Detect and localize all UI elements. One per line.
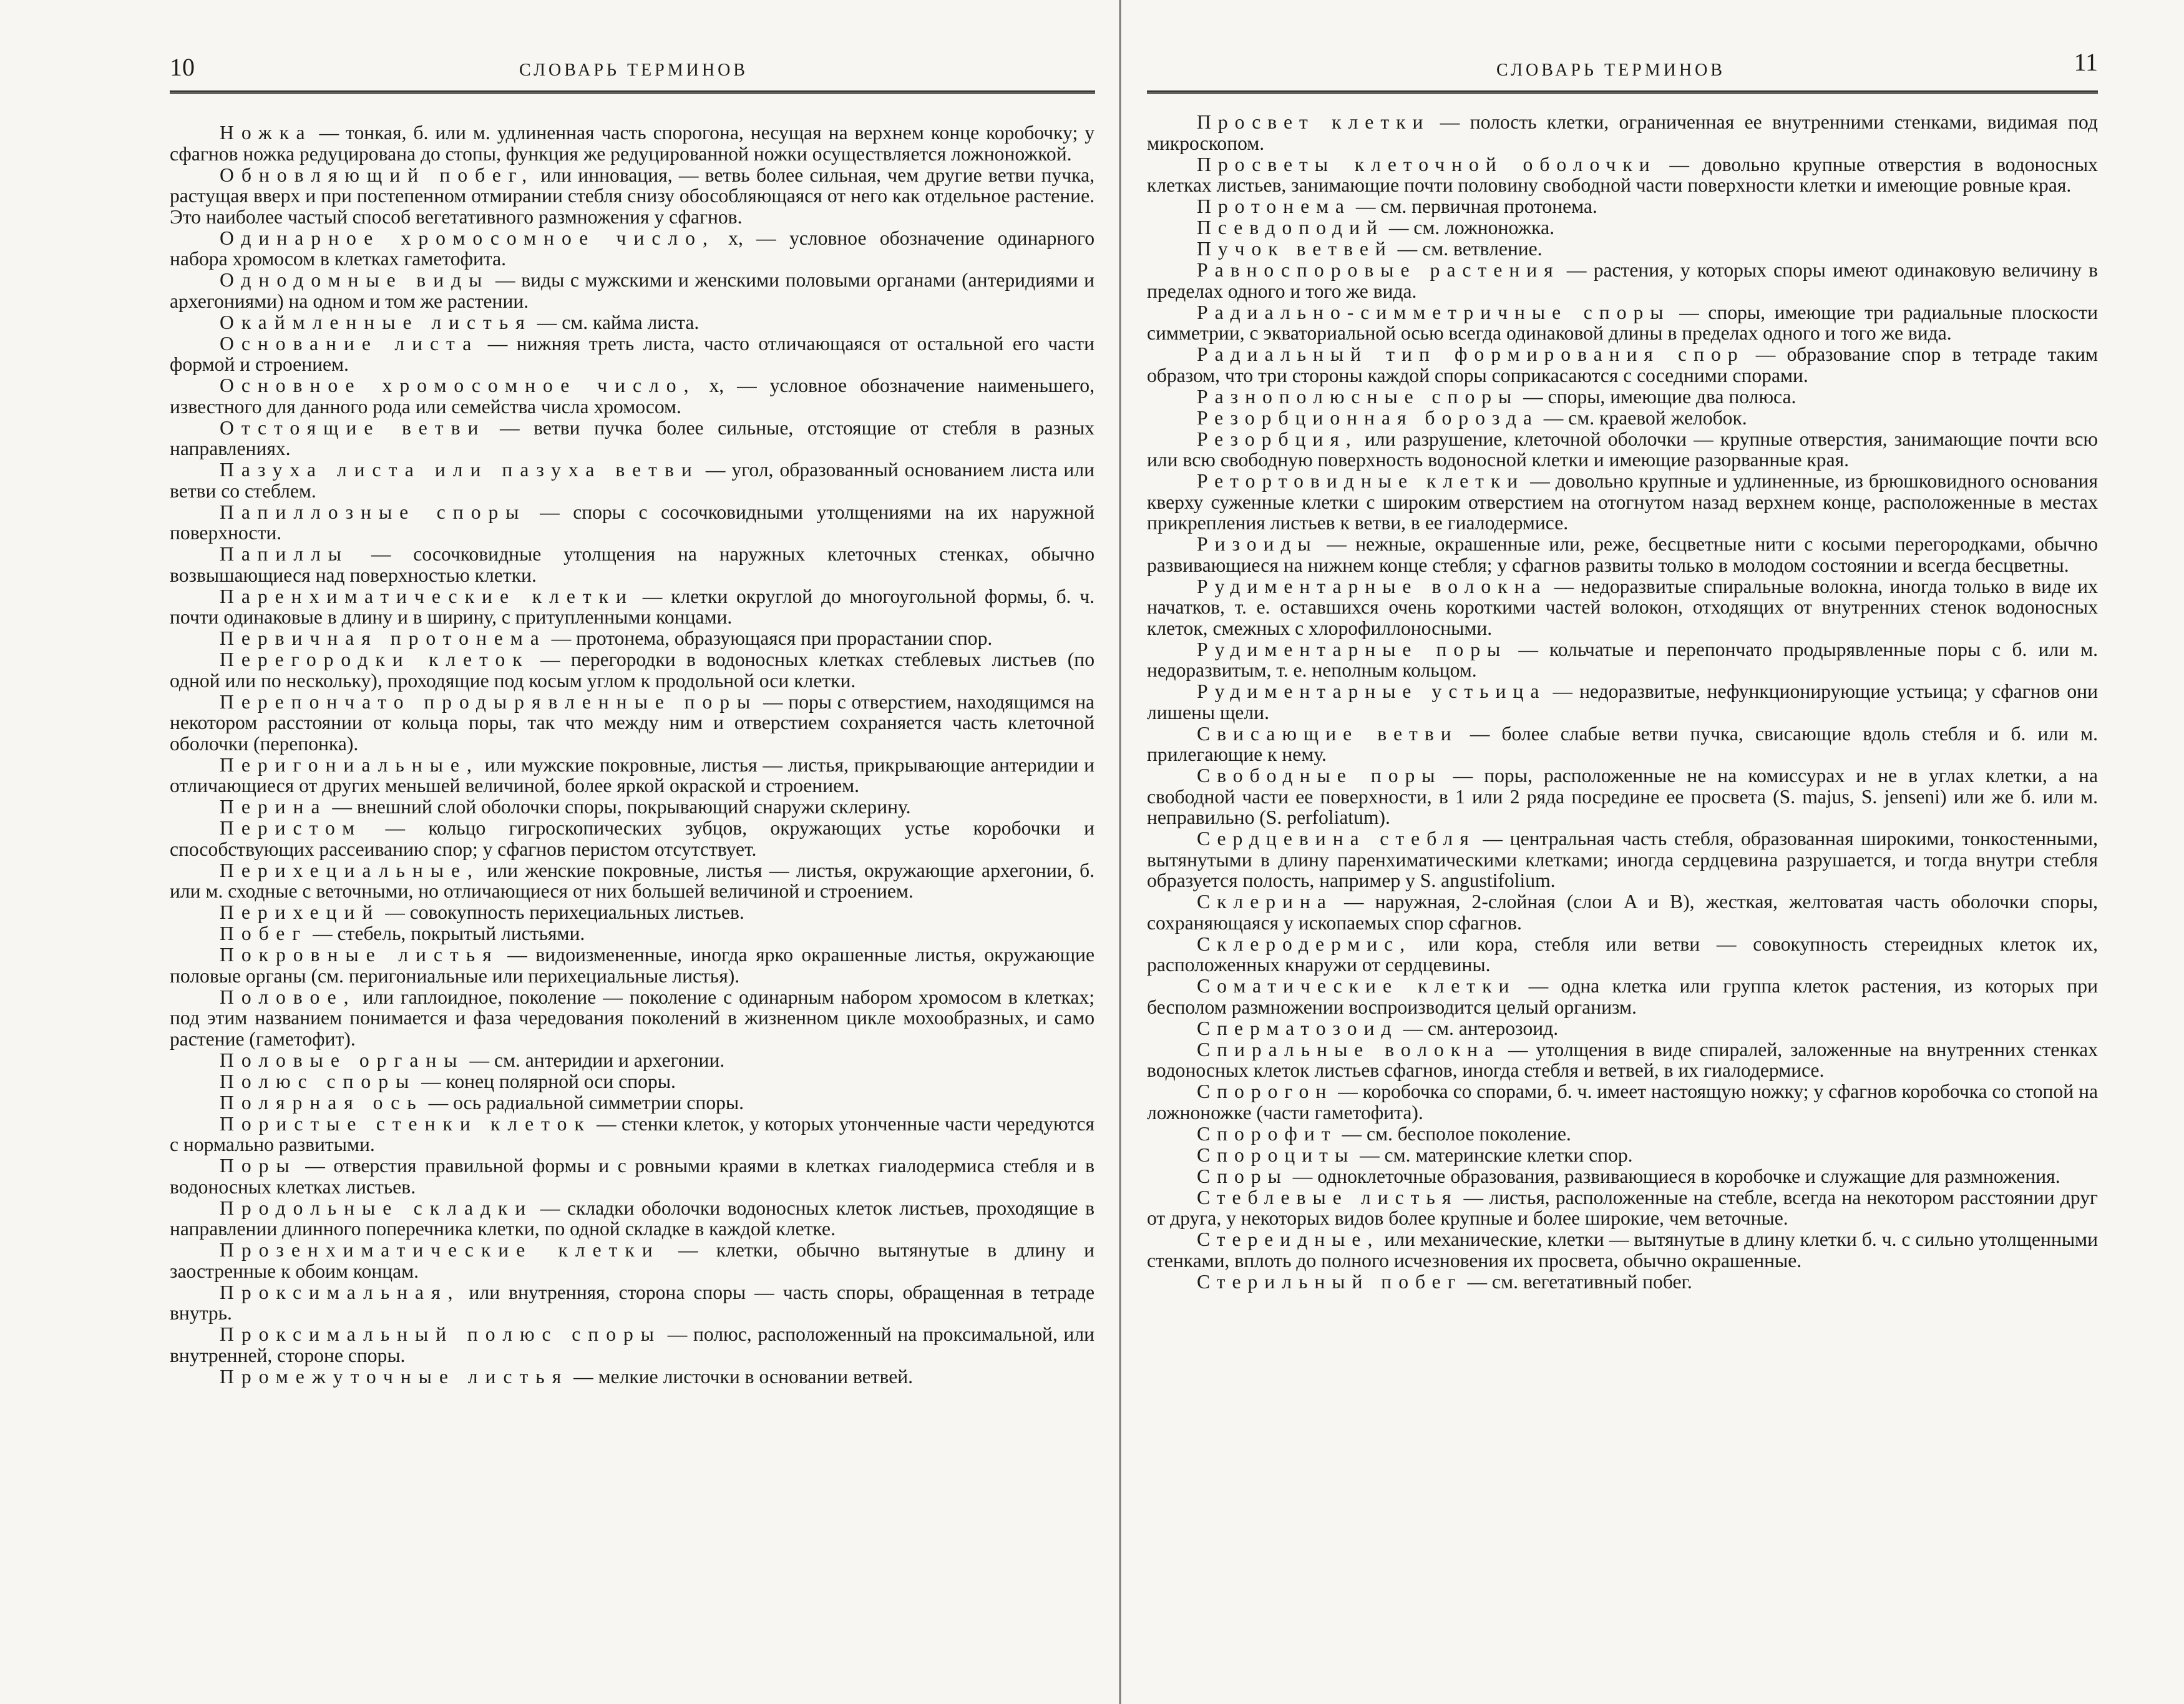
glossary-entry (170, 586, 1094, 628)
glossary-definition: — см. антеридии и архегонии. (464, 1049, 725, 1071)
glossary-definition: — см. ветвление. (1392, 238, 1543, 260)
glossary-entry (1147, 154, 2098, 196)
glossary-definition: — см. материнские клетки спор. (1355, 1143, 1633, 1166)
glossary-definition: — протонема, образующаяся при прорастании спор. (546, 627, 993, 649)
glossary-term: Склерина (1197, 891, 1333, 913)
glossary-definition: — видоизмененные, иногда ярко окрашенные листья, окружающие половые органы (см. перигониальные или перихециальные листья). (170, 944, 1094, 987)
glossary-entry (1147, 1229, 2098, 1271)
glossary-entry (170, 270, 1094, 311)
glossary-definition: — мелкие листочки в основании ветвей. (568, 1365, 914, 1388)
glossary-term: Прозенхиматические клетки (220, 1239, 660, 1261)
glossary-entry (170, 923, 1094, 944)
glossary-entry (1147, 471, 2098, 534)
glossary-term: Свободные поры (1197, 765, 1442, 786)
glossary-term: Перина (220, 796, 328, 818)
glossary-term: Покровные листья (220, 944, 499, 966)
glossary-term: Проксимальная, (220, 1281, 461, 1303)
glossary-entry (1147, 196, 2098, 217)
glossary-definition: или инновация, — ветвь более сильная, чем другие ветви пучка, растущая вверх и при постепенном отмирании стебля снизу обособляющаяся от него как отдельное растение. Это наиболее частый способ вегетативного размножения у сфагнов. (170, 164, 1095, 228)
glossary-term: Пористые стенки клеток (220, 1112, 592, 1135)
glossary-definition: — споры, имеющие два полюса. (1518, 385, 1796, 408)
glossary-entry (170, 418, 1094, 459)
glossary-definition: — недоразвитые спиральные волокна, иногда только в виде их начатков, т. е. оставшихся очень короткими частей волокон, отходящих от внутренних стенок водоносных клеток, смежных с хлорофиллоносными. (1147, 575, 2099, 639)
glossary-definition: — более слабые ветви пучка, свисающие вдоль стебля и б. или м. прилегающие к нему. (1147, 722, 2098, 765)
glossary-entry (170, 944, 1094, 986)
glossary-entry (1147, 260, 2098, 301)
glossary-entry (1147, 1124, 2098, 1145)
glossary-entry (170, 1366, 1094, 1388)
glossary-term: Склеродермис, (1197, 933, 1412, 955)
glossary-entry (1147, 217, 2098, 238)
glossary-term: Спиральные волокна (1197, 1038, 1501, 1060)
glossary-definition: — утолщения в виде спиралей, заложенные на внутренних стенках водоносных клеток листьев сфагнов, иногда стебля и ветвей, в их гиалодермисе. (1147, 1038, 2098, 1081)
glossary-entry (1147, 934, 2098, 976)
glossary-term: Просветы клеточной оболочки (1197, 153, 1657, 175)
glossary-entry (170, 1071, 1094, 1092)
running-title: СЛОВАРЬ ТЕРМИНОВ (1496, 61, 1725, 80)
glossary-definition: — поры, расположенные не на комиссурах и не в углах клетки, а на свободной части ее поверхности, в 1 или 2 ряда посредине ее просвета (S. majus, S. jenseni) или же б. или м. неправильно (S. perfoliatum). (1147, 765, 2098, 828)
glossary-term: Ножка (220, 122, 313, 144)
glossary-entry (170, 544, 1094, 585)
glossary-term: Спороциты (1197, 1143, 1355, 1166)
glossary-definition: — клетки округлой до многоугольной формы, б. ч. почти одинаковые в длину и в ширину, с притупленными концами. (170, 585, 1094, 628)
glossary-definition: x, — условное обозначение наименьшего, известного для данного рода или семейства числа хромосом. (170, 375, 1094, 418)
glossary-term: Рудиментарные волокна (1197, 575, 1548, 597)
glossary-term: Просвет клетки (1197, 111, 1430, 133)
glossary-definition: — клетки, обычно вытянутые в длину и заостренные к обоим концам. (170, 1239, 1094, 1282)
glossary-definition: — угол, образованный основанием листа или ветви со стеблем. (170, 459, 1094, 502)
glossary-entry (1147, 639, 2098, 681)
glossary-term: Сердцевина стебля (1197, 828, 1476, 850)
glossary-definition: или кора, стебля или ветви — совокупность стереидных клеток их, расположенных кнаружи от сердцевины. (1147, 933, 2098, 976)
glossary-entry (1147, 765, 2098, 828)
glossary-term: Резорбционная борозда (1197, 406, 1539, 429)
page-number: 10 (170, 53, 195, 81)
glossary-term: Пучок ветвей (1197, 238, 1393, 260)
glossary-term: Половые органы (220, 1049, 465, 1071)
glossary-definition: или внутренняя, сторона споры — часть споры, обращенная в тетраде внутрь. (170, 1281, 1094, 1324)
glossary-definition: — конец полярной оси споры. (416, 1070, 676, 1092)
glossary-entry (1147, 238, 2098, 260)
glossary-term: Однодомные виды (220, 269, 490, 291)
glossary-entry (170, 649, 1094, 691)
glossary-term: Окаймленные листья (220, 311, 532, 333)
glossary-entry (170, 312, 1094, 333)
glossary-entry (170, 333, 1094, 375)
page-number: 11 (2074, 48, 2098, 76)
glossary-term: Продольные складки (220, 1197, 534, 1219)
glossary-entry (170, 502, 1094, 544)
glossary-definition: — складки оболочки водоносных клеток листьев, проходящие в направлении длинного поперечника клетки, по одной складке в каждой клетке. (170, 1197, 1094, 1240)
glossary-definition: — довольно крупные и удлиненные, из брюшковидного основания кверху суженные клетки с широким отверстием на отогнутом назад верхнем конце, расположенные в местах прикрепления листьев к ветви, в ее гиалодермисе. (1147, 470, 2098, 534)
glossary-entry (170, 628, 1094, 649)
glossary-entry (170, 755, 1094, 796)
glossary-term: Побег (220, 923, 308, 944)
glossary-term: Спорогон (1197, 1080, 1333, 1102)
glossary-term: Перистом (220, 817, 363, 839)
glossary-definition: — см. бесполое поколение. (1337, 1122, 1571, 1145)
glossary-definition: — растения, у которых споры имеют одинаковую величину в пределах одного и того же вида. (1147, 259, 2098, 302)
glossary-entry (170, 1114, 1094, 1155)
glossary-entry (1147, 976, 2098, 1017)
glossary-definition: — кольчатые и перепончато продырявленные поры с б. или м. недоразвитым, т. е. неполным кольцом. (1147, 638, 2098, 681)
glossary-definition: — отверстия правильной формы и с ровными краями в клетках гиалодермиса стебля и в водоносных клетках листьев. (170, 1155, 1094, 1198)
glossary-entry (1147, 429, 2098, 471)
glossary-definition: — стебель, покрытый листьями. (308, 923, 585, 944)
glossary-definition: — перегородки в водоносных клетках стеблевых листьев (по одной или по нескольку), проходящие под косым углом к продольной оси клетки. (170, 649, 1095, 692)
glossary-definition: — коробочка со спорами, б. ч. имеет настоящую ножку; у сфагнов коробочка со стопой на ложноножке (части гаметофита). (1147, 1080, 2098, 1124)
glossary-term: Папиллы (220, 543, 349, 565)
glossary-entry (1147, 681, 2098, 723)
glossary-definition: или механические, клетки — вытянутые в длину клетки б. ч. с сильно утолщенными стенками, вплоть до полного исчезновения их просвета, обычно окрашенные. (1147, 1228, 2098, 1271)
glossary-term: Промежуточные листья (220, 1365, 569, 1388)
glossary-entry (1147, 1271, 2098, 1293)
glossary-definition: — см. первичная протонема. (1350, 195, 1597, 217)
glossary-term: Основание листа (220, 332, 479, 355)
glossary-term: Поры (220, 1155, 297, 1177)
glossary-definition: — тонкая, б. или м. удлиненная часть спорогона, несущая на верхнем конце коробочку; у сфагнов ножка редуцирована до стопы, функция же редуцированной ножки осуществляется ложноножкой. (170, 122, 1094, 165)
glossary-entry (1147, 1187, 2098, 1229)
glossary-term: Ризоиды (1197, 533, 1318, 555)
glossary-term: Радиальный тип формирования спор (1197, 343, 1745, 365)
glossary-entry (170, 987, 1094, 1050)
glossary-entry (1147, 386, 2098, 408)
glossary-term: Перигониальные, (220, 753, 479, 776)
glossary-entry (170, 228, 1094, 270)
glossary-entry (170, 375, 1094, 417)
glossary-entry (170, 1240, 1094, 1281)
glossary-definition: — внешний слой оболочки споры, покрывающий снаружи склерину. (327, 796, 911, 818)
glossary-entry (170, 1198, 1094, 1240)
glossary-entry (170, 1092, 1094, 1114)
glossary-definition: — довольно крупные отверстия в водоносных клетках листьев, занимающие почти половину свободной части поверхности клетки и имеющие ровные края. (1147, 153, 2098, 196)
glossary-entry (1147, 723, 2098, 765)
glossary-term: Перегородки клеток (220, 649, 530, 670)
glossary-definition: или мужские покровные, листья — листья, прикрывающие антеридии и отличающиеся от других меньшей величиной, более яркой окраской и строением. (170, 753, 1094, 796)
glossary-definition: — совокупность перихециальных листьев. (380, 901, 744, 923)
glossary-term: Пазуха листа или пазуха ветви (220, 459, 700, 481)
glossary-term: Ретортовидные клетки (1197, 470, 1525, 492)
glossary-definition: — недоразвитые, нефункционирующие устьица; у сфагнов они лишены щели. (1147, 680, 2098, 723)
glossary-term: Протонема (1197, 195, 1351, 217)
glossary-definition: x, — условное обозначение одинарного набора хромосом в клетках гаметофита. (170, 227, 1094, 270)
glossary-entry (170, 902, 1094, 923)
glossary-term: Половое, (220, 986, 356, 1008)
glossary-term: Одинарное хромосомное число, (220, 227, 715, 249)
glossary-entry (170, 796, 1094, 818)
glossary-entry (1147, 1166, 2098, 1187)
left-page-header (170, 45, 1095, 94)
glossary-entries (1147, 112, 2098, 1293)
glossary-entry (1147, 1039, 2098, 1081)
glossary-definition: — ветви пучка более сильные, отстоящие от стебля в разных направлениях. (170, 416, 1094, 459)
glossary-entry (170, 122, 1094, 164)
glossary-definition: — см. вегетативный побег. (1462, 1270, 1692, 1293)
glossary-term: Перихециальные, (220, 859, 480, 881)
glossary-definition: — листья, расположенные на стебле, всегда на некотором расстоянии друг от друга, у некоторых видов более крупные и более широкие, чем веточные. (1147, 1186, 2098, 1229)
glossary-term: Основное хромосомное число, (220, 375, 696, 396)
glossary-entry (170, 692, 1094, 755)
glossary-definition: — см. антерозоид. (1398, 1017, 1559, 1039)
glossary-entry (170, 165, 1094, 228)
glossary-entry (1147, 344, 2098, 386)
glossary-term: Резорбция, (1197, 428, 1358, 450)
glossary-definition: — стенки клеток, у которых утонченные части чередуются с нормально развитыми. (170, 1112, 1094, 1155)
glossary-term: Стерильный побег (1197, 1270, 1463, 1293)
glossary-entry (1147, 1081, 2098, 1123)
glossary-entry (170, 1324, 1094, 1366)
glossary-definition: — поры с отверстием, находящимся на некотором расстоянии от кольца поры, так что между ним и отверстием сохраняется часть клеточной оболочки (перепонка). (170, 690, 1095, 755)
right-page-header (1147, 45, 2098, 94)
glossary-definition: — виды с мужскими и женскими половыми органами (антеридиями и архегониями) на одном и том же растении. (170, 269, 1094, 312)
glossary-definition: — см. кайма листа. (532, 311, 700, 333)
running-title: СЛОВАРЬ ТЕРМИНОВ (519, 61, 748, 80)
glossary-term: Первичная протонема (220, 627, 547, 649)
glossary-definition: — одна клетка или группа клеток растения, из которых при бесполом размножении воспроизводится целый организм. (1147, 975, 2098, 1018)
glossary-term: Отстоящие ветви (220, 416, 486, 439)
glossary-definition: — см. ложноножка. (1383, 217, 1554, 238)
glossary-term: Спорофит (1197, 1122, 1337, 1145)
glossary-entry (1147, 1018, 2098, 1039)
glossary-entry (1147, 408, 2098, 429)
glossary-term: Перихеций (220, 901, 381, 923)
glossary-entry (170, 1282, 1094, 1324)
glossary-definition: — одноклеточные образования, развивающиеся в коробочке и служащие для размножения. (1287, 1165, 2060, 1187)
glossary-definition: — наружная, 2-слойная (слои A и B), жесткая, желтоватая часть оболочки споры, сохраняющаяся у ископаемых спор сфагнов. (1147, 891, 2098, 934)
glossary-entry (1147, 576, 2098, 639)
glossary-entry (1147, 891, 2098, 933)
glossary-term: Споры (1197, 1165, 1288, 1187)
glossary-term: Стеблевые листья (1197, 1186, 1458, 1208)
glossary-term: Перепончато продырявленные поры (220, 690, 758, 713)
glossary-definition: или женские покровные, листья — листья, окружающие архегонии, б. или м. сходные с веточными, но отличающиеся от них большей величиной и строением. (170, 859, 1094, 902)
glossary-definition: — нежные, окрашенные или, реже, бесцветные нити с косыми перегородками, обычно развивающиеся на нижнем конце стебля; у сфагнов развиты только в молодом состоянии и всегда бесцветны. (1147, 533, 2098, 576)
glossary-entry (1147, 534, 2098, 575)
glossary-entry (1147, 302, 2098, 344)
glossary-entry (170, 1155, 1094, 1197)
glossary-term: Сперматозоид (1197, 1017, 1398, 1039)
glossary-definition: — образование спор в тетраде таким образом, что три стороны каждой споры соприкасаются с соседними спорами. (1147, 343, 2099, 386)
glossary-term: Рудиментарные устьица (1197, 680, 1546, 702)
glossary-term: Паренхиматические клетки (220, 585, 634, 607)
glossary-entry (1147, 828, 2098, 891)
glossary-definition: — полюс, расположенный на проксимальной, или внутренней, стороне споры. (170, 1323, 1094, 1366)
glossary-term: Свисающие ветви (1197, 722, 1458, 745)
glossary-term: Разнополюсные споры (1197, 385, 1519, 408)
glossary-definition: — центральная часть стебля, образованная широкими, тонкостенными, вытянутыми в длину паренхиматическими клетками; иногда сердцевина разрушается, и тогда внутри стебля образуется полость, например у S. angustifolium. (1147, 828, 2098, 891)
glossary-term: Рудиментарные поры (1197, 638, 1508, 660)
glossary-entry (170, 459, 1094, 501)
glossary-entry (170, 860, 1094, 902)
glossary-term: Полюс споры (220, 1070, 417, 1092)
glossary-entry (170, 818, 1094, 859)
glossary-definition: — кольцо гигроскопических зубцов, окружающих устье коробочки и способствующих рассеиванию спор; у сфагнов перистом отсутствует. (170, 817, 1094, 860)
glossary-entries (170, 122, 1094, 1388)
glossary-definition: — ось радиальной симметрии споры. (423, 1091, 744, 1114)
glossary-term: Проксимальный полюс споры (220, 1323, 662, 1345)
glossary-definition: — сосочковидные утолщения на наружных клеточных стенках, обычно возвышающиеся над поверхностью клетки. (170, 543, 1094, 586)
glossary-definition: — полость клетки, ограниченная ее внутренними стенками, видимая под микроскопом. (1147, 111, 2098, 154)
glossary-entry (1147, 112, 2098, 154)
glossary-term: Обновляющий побег, (220, 164, 535, 186)
glossary-term: Папиллозные споры (220, 501, 527, 523)
glossary-definition: — споры, имеющие три радиальные плоскости симметрии, с экваториальной осью всегда одинаковой длины в пределах одного и того же вида. (1147, 301, 2098, 344)
glossary-entry (170, 1050, 1094, 1071)
glossary-term: Равноспоровые растения (1197, 259, 1560, 281)
glossary-term: Радиально-симметричные споры (1197, 301, 1670, 323)
glossary-term: Полярная ось (220, 1091, 424, 1114)
glossary-definition: — см. краевой желобок. (1538, 406, 1747, 429)
glossary-definition: или разрушение, клеточной оболочки — крупные отверстия, занимающие почти всю или всю свободную поверхность водоносной клетки и имеющие разорванные края. (1147, 428, 2098, 471)
glossary-definition: или гаплоидное, поколение — поколение с одинарным набором хромосом в клетках; под этим названием понимается и фаза чередования поколений в жизненном цикле мохообразных, и само растение (гаметофит). (170, 986, 1094, 1050)
glossary-term: Стереидные, (1197, 1228, 1380, 1250)
glossary-definition: — нижняя треть листа, часто отличающаяся от остальной его части формой и строением. (170, 332, 1094, 375)
glossary-definition: — споры с сосочковидными утолщениями на их наружной поверхности. (170, 501, 1094, 544)
glossary-entry (1147, 1145, 2098, 1166)
glossary-term: Псевдоподий (1197, 217, 1384, 238)
glossary-term: Соматические клетки (1197, 975, 1516, 997)
